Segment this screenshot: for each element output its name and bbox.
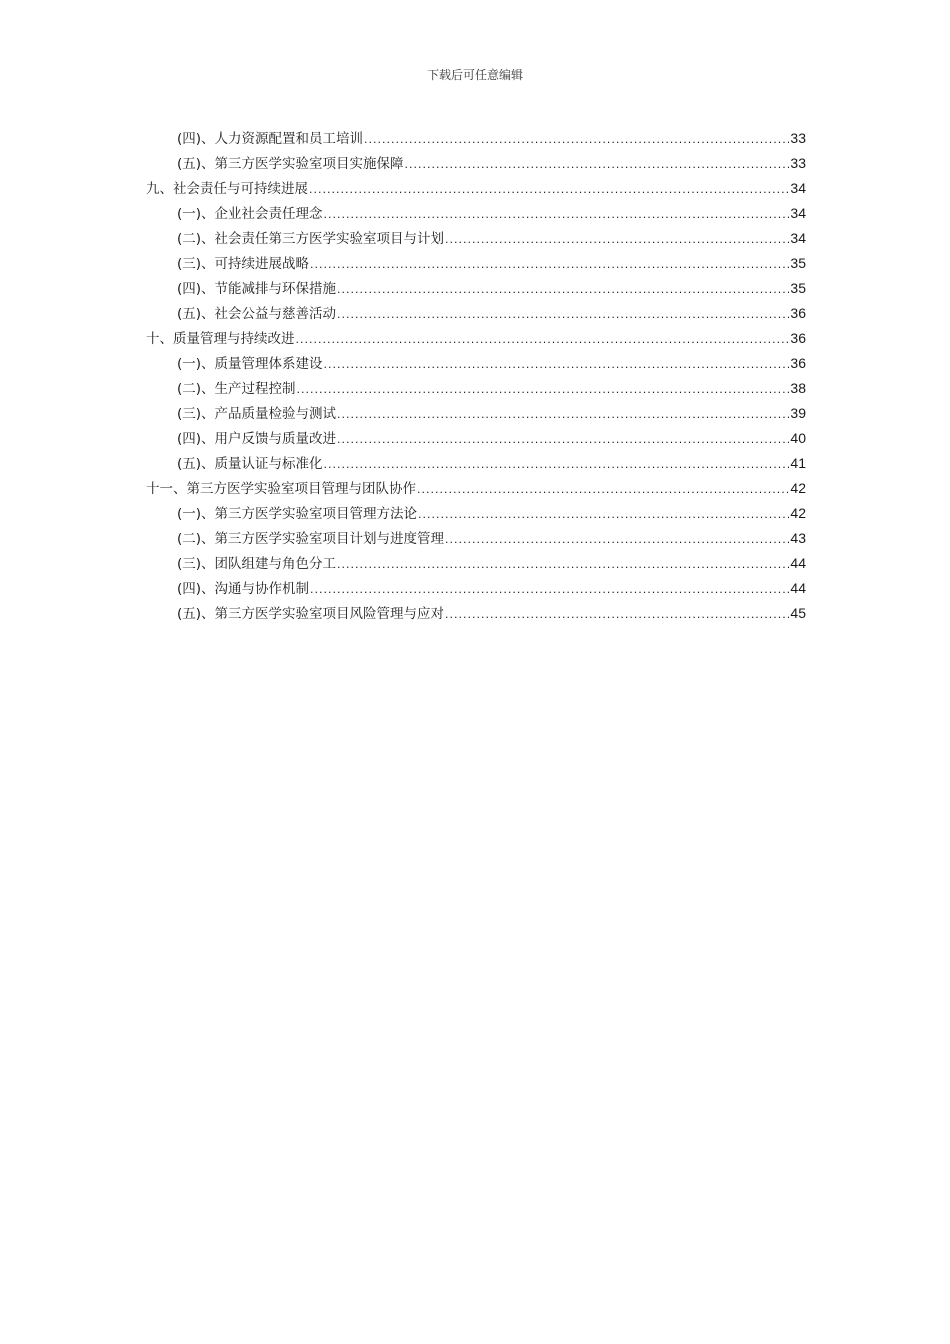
toc-entry-page: 44 [790, 580, 806, 596]
toc-entry-page: 35 [790, 280, 806, 296]
toc-entry[interactable] [146, 126, 806, 151]
toc-entry-label: (一)、质量管理体系建设 [177, 356, 323, 372]
toc-chapter-label: 十、质量管理与持续改进 [146, 331, 295, 347]
toc-entry-page: 34 [790, 230, 806, 246]
toc-entry-label: (五)、质量认证与标准化 [177, 456, 323, 472]
toc-leader-dots [324, 202, 790, 227]
toc-leader-dots [337, 277, 789, 302]
toc-leader-dots [337, 302, 789, 327]
toc-entry[interactable] [146, 251, 806, 276]
toc-entry-page: 33 [790, 155, 806, 171]
toc-entry[interactable] [146, 201, 806, 226]
toc-entry-page: 36 [790, 305, 806, 321]
toc-entry[interactable] [146, 226, 806, 251]
toc-entry[interactable] [146, 151, 806, 176]
toc-entry-label: (一)、第三方医学实验室项目管理方法论 [177, 506, 418, 522]
page-header: 下载后可任意编辑 [426, 68, 523, 82]
toc-entry[interactable] [146, 451, 806, 476]
toc-entry-label: (三)、团队组建与角色分工 [177, 556, 337, 572]
toc-leader-dots [296, 327, 790, 352]
toc-chapter[interactable] [146, 476, 806, 501]
toc-leader-dots [337, 552, 789, 577]
toc-chapter-page: 34 [790, 180, 806, 196]
toc-entry-page: 42 [790, 505, 806, 521]
toc-entry-label: (一)、企业社会责任理念 [177, 206, 323, 222]
toc-entry-label: (三)、可持续进展战略 [177, 256, 310, 272]
toc-entry[interactable] [146, 401, 806, 426]
toc-entry-page: 34 [790, 205, 806, 221]
toc-entry-label: (二)、社会责任第三方医学实验室项目与计划 [177, 231, 445, 247]
toc-entry-label: (四)、沟通与协作机制 [177, 581, 310, 597]
toc-entry[interactable] [146, 501, 806, 526]
toc-entry-label: (四)、人力资源配置和员工培训 [177, 131, 364, 147]
table-of-contents [146, 126, 806, 626]
toc-entry-page: 36 [790, 355, 806, 371]
toc-leader-dots [405, 152, 790, 177]
toc-leader-dots [445, 227, 789, 252]
toc-entry[interactable] [146, 376, 806, 401]
toc-entry-label: (四)、用户反馈与质量改进 [177, 431, 337, 447]
toc-leader-dots [310, 252, 789, 277]
toc-leader-dots [324, 452, 790, 477]
toc-leader-dots [364, 127, 789, 152]
toc-entry[interactable] [146, 551, 806, 576]
toc-entry-page: 45 [790, 605, 806, 621]
toc-chapter-label: 九、社会责任与可持续进展 [146, 181, 308, 197]
toc-leader-dots [337, 427, 789, 452]
toc-entry[interactable] [146, 601, 806, 626]
toc-leader-dots [297, 377, 790, 402]
toc-entry-label: (二)、生产过程控制 [177, 381, 296, 397]
toc-entry[interactable] [146, 301, 806, 326]
toc-chapter-page: 36 [790, 330, 806, 346]
toc-entry-page: 35 [790, 255, 806, 271]
toc-chapter[interactable] [146, 326, 806, 351]
toc-chapter-page: 42 [790, 480, 806, 496]
toc-leader-dots [445, 527, 789, 552]
toc-entry-label: (五)、第三方医学实验室项目风险管理与应对 [177, 606, 445, 622]
toc-leader-dots [417, 477, 789, 502]
toc-entry[interactable] [146, 526, 806, 551]
toc-entry-label: (五)、第三方医学实验室项目实施保障 [177, 156, 404, 172]
toc-entry[interactable] [146, 276, 806, 301]
toc-chapter-label: 十一、第三方医学实验室项目管理与团队协作 [146, 481, 416, 497]
toc-leader-dots [309, 177, 789, 202]
toc-entry-page: 41 [790, 455, 806, 471]
toc-entry-label: (二)、第三方医学实验室项目计划与进度管理 [177, 531, 445, 547]
toc-chapter[interactable] [146, 176, 806, 201]
toc-entry-page: 39 [790, 405, 806, 421]
toc-entry-page: 43 [790, 530, 806, 546]
toc-leader-dots [445, 602, 789, 627]
toc-entry-label: (四)、节能减排与环保措施 [177, 281, 337, 297]
toc-leader-dots [418, 502, 789, 527]
toc-entry-page: 40 [790, 430, 806, 446]
toc-entry-page: 44 [790, 555, 806, 571]
toc-entry-page: 33 [790, 130, 806, 146]
toc-leader-dots [337, 402, 789, 427]
toc-leader-dots [324, 352, 790, 377]
toc-entry-label: (三)、产品质量检验与测试 [177, 406, 337, 422]
toc-leader-dots [310, 577, 789, 602]
toc-entry-page: 38 [790, 380, 806, 396]
toc-entry[interactable] [146, 351, 806, 376]
toc-entry[interactable] [146, 576, 806, 601]
toc-entry-label: (五)、社会公益与慈善活动 [177, 306, 337, 322]
toc-entry[interactable] [146, 426, 806, 451]
